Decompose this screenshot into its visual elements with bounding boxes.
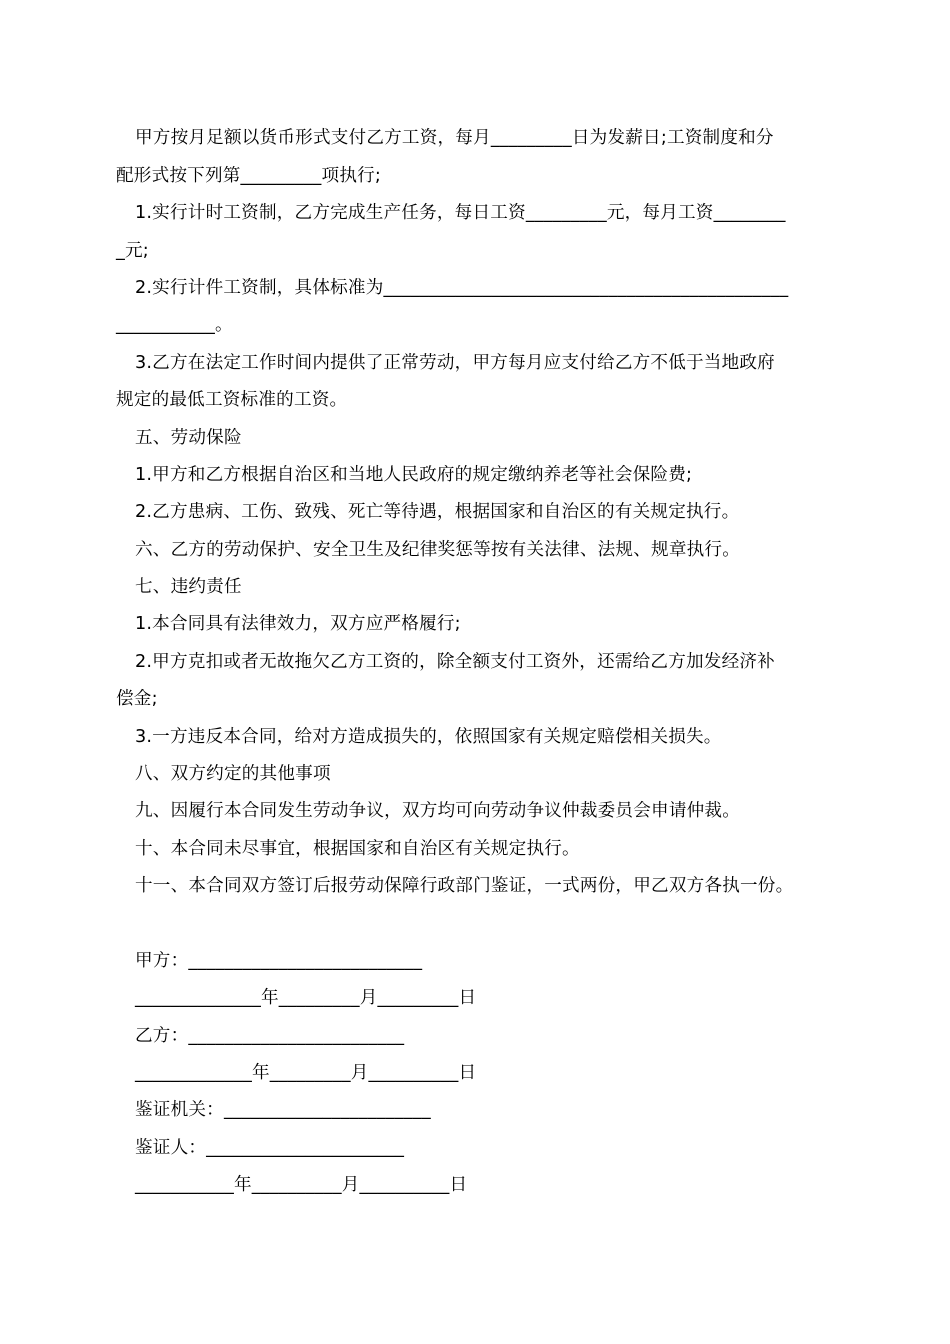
clause-minimum-wage: 3.乙方在法定工作时间内提供了正常劳动，甲方每月应支付给乙方不低于当地政府 — [135, 353, 775, 373]
signature-certifying-authority: 鉴证机关：_______________________ — [135, 1100, 431, 1120]
clause-legal-effect: 1.本合同具有法律效力，双方应严格履行; — [135, 614, 461, 634]
signature-date-certification: ___________年__________月__________日 — [135, 1175, 468, 1195]
clause-piece-wage: 2.实行计件工资制，具体标准为_____________________________________________ — [135, 278, 789, 298]
section-dispute-arbitration: 九、因履行本合同发生劳动争议，双方均可向劳动争议仲裁委员会申请仲裁。 — [135, 801, 740, 821]
signature-date-party-a: ______________年_________月_________日 — [135, 988, 477, 1008]
section-copies: 十一、本合同双方签订后报劳动保障行政部门鉴证，一式两份，甲乙双方各执一份。 — [135, 876, 794, 896]
signature-party-a: 甲方：__________________________ — [135, 951, 423, 971]
clause-breach-compensation: 3.一方违反本合同，给对方造成损失的，依照国家有关规定赔偿相关损失。 — [135, 727, 722, 747]
clause-time-wage: 1.实行计时工资制，乙方完成生产任务，每日工资_________元，每月工资________ — [135, 203, 786, 223]
clause-social-insurance: 1.甲方和乙方根据自治区和当地人民政府的规定缴纳养老等社会保险费; — [135, 465, 693, 485]
paragraph-salary-payment: 甲方按月足额以货币形式支付乙方工资，每月_________日为发薪日;工资制度和分 — [135, 128, 774, 148]
signature-date-party-b: _____________年_________月__________日 — [135, 1063, 477, 1083]
clause-wage-deduction: 2.甲方克扣或者无故拖欠乙方工资的，除全额支付工资外，还需给乙方加发经济补 — [135, 652, 775, 672]
signature-certifier: 鉴证人：______________________ — [135, 1138, 405, 1158]
section-labor-protection: 六、乙方的劳动保护、安全卫生及纪律奖惩等按有关法律、法规、规章执行。 — [135, 540, 740, 560]
clause-time-wage-cont: _元; — [116, 241, 149, 261]
section-other-matters: 八、双方约定的其他事项 — [135, 764, 331, 784]
clause-wage-deduction-cont: 偿金; — [116, 689, 158, 709]
clause-piece-wage-cont: ___________。 — [116, 315, 233, 335]
section-heading-insurance: 五、劳动保险 — [135, 428, 242, 448]
section-heading-liability: 七、违约责任 — [135, 577, 242, 597]
paragraph-salary-payment-cont: 配形式按下列第_________项执行; — [116, 166, 382, 186]
clause-minimum-wage-cont: 规定的最低工资标准的工资。 — [116, 390, 348, 410]
signature-party-b: 乙方：________________________ — [135, 1026, 405, 1046]
clause-injury-benefits: 2.乙方患病、工伤、致残、死亡等待遇，根据国家和自治区的有关规定执行。 — [135, 502, 740, 522]
section-unresolved-matters: 十、本合同未尽事宜，根据国家和自治区有关规定执行。 — [135, 839, 580, 859]
